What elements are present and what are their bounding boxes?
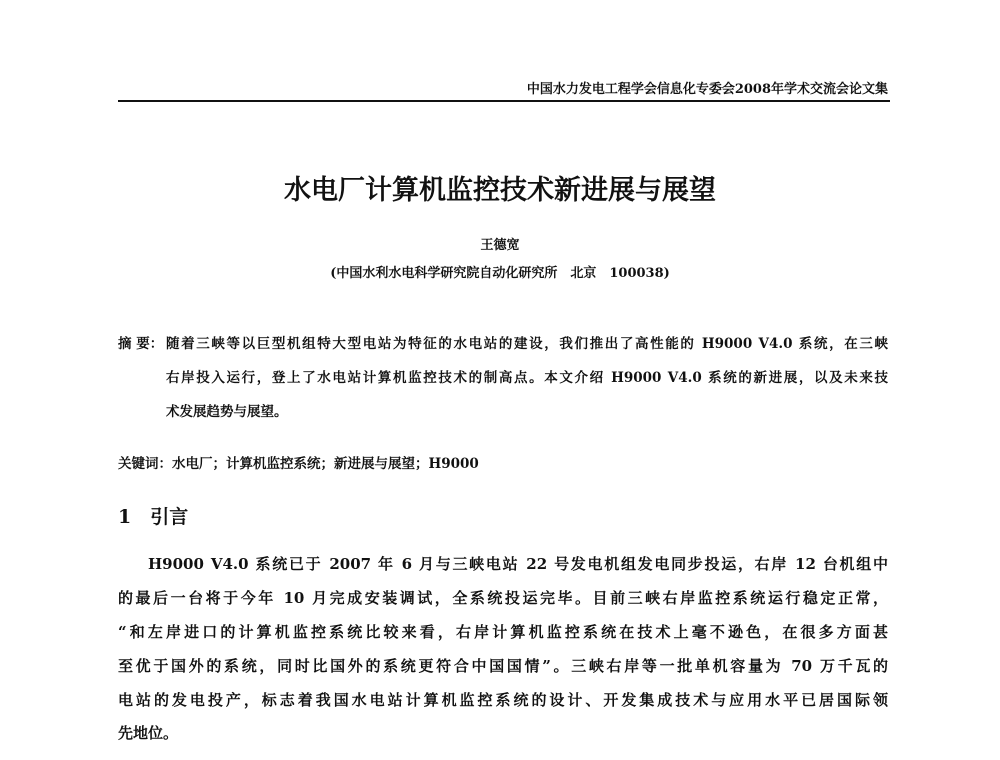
abstract-line: 随着三峡等以巨型机组特大型电站为特征的水电站的建设，我们推出了高性能的 H9000 V4.0 系统，在三峡 [166, 336, 888, 352]
body-line: H9000 V4.0 系统已于 2007 年 6 月与三峡电站 22 号发电机组发电同步投运，右岸 12 台机组中 [148, 555, 888, 573]
keywords: 关键词：水电厂；计算机监控系统；新进展与展望；H9000 [118, 456, 479, 472]
body-line: 电站的发电投产，标志着我国水电站计算机监控系统的设计、开发集成技术与应用水平已居国际领 [118, 691, 888, 709]
affiliation: (中国水利水电科学研究院自动化研究所 北京 100038) [330, 266, 670, 281]
section-heading: 1 引言 [118, 506, 189, 528]
paper-title: 水电厂计算机监控技术新进展与展望 [284, 175, 716, 206]
abstract-label: 摘 要： [118, 336, 164, 352]
body-line: 先地位。 [118, 724, 179, 742]
body-line: 至优于国外的系统，同时比国外的系统更符合中国国情”。三峡右岸等一批单机容量为 70 万千瓦的 [118, 657, 888, 675]
running-header: 中国水力发电工程学会信息化专委会2008年学术交流会论文集 [526, 82, 888, 97]
author: 王德宽 [480, 238, 520, 253]
abstract-line: 术发展趋势与展望。 [166, 404, 288, 420]
abstract-line: 右岸投入运行，登上了水电站计算机监控技术的制高点。本文介绍 H9000 V4.0 系统的新进展，以及未来技 [166, 370, 888, 386]
body-line: 的最后一台将于今年 10 月完成安装调试，全系统投运完毕。目前三峡右岸监控系统运行稳定正常， [118, 589, 888, 607]
body-line: “和左岸进口的计算机监控系统比较来看，右岸计算机监控系统在技术上毫不逊色，在很多方面甚 [118, 623, 888, 641]
header-rule [118, 100, 890, 102]
